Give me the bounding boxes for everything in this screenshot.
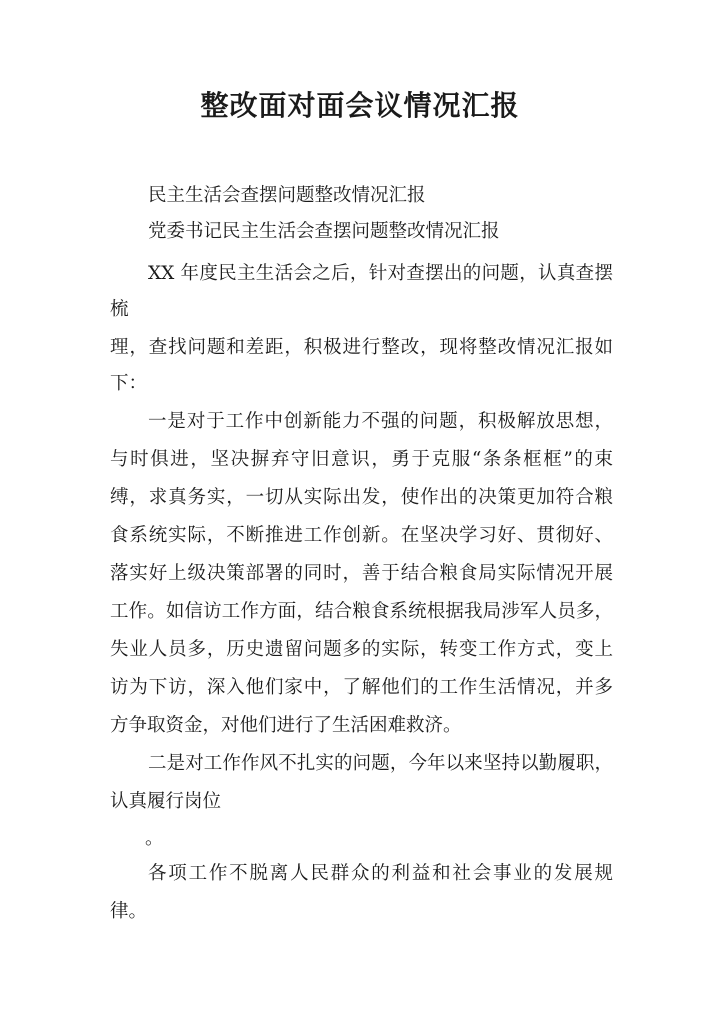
- text-line: 下：: [110, 373, 148, 394]
- text-line: 一是对于工作中创新能力不强的问题，积极解放思想，: [148, 411, 613, 432]
- text-line: 梳: [110, 299, 129, 320]
- text-line: 民主生活会查摆问题整改情况汇报: [148, 185, 426, 206]
- text-line: 与时俱进，坚决摒弃守旧意识，勇于克服“条条框框”的束: [110, 449, 613, 470]
- text-line: XX 年度民主生活会之后，针对查摆出的问题，认真查摆: [148, 263, 613, 284]
- text-line: 工作。如信访工作方面，结合粮食系统根据我局涉军人员多，: [110, 601, 613, 622]
- text-line: 认真履行岗位: [110, 791, 222, 812]
- text-line: 缚，求真务实，一切从实际出发，使作出的决策更加符合粮: [110, 487, 613, 508]
- text-line: 食系统实际，不断推进工作创新。在坚决学习好、贯彻好、: [110, 525, 613, 546]
- text-line: 二是对工作作风不扎实的问题，今年以来坚持以勤履职，: [148, 753, 613, 774]
- text-line: 访为下访，深入他们家中，了解他们的工作生活情况，并多: [110, 677, 613, 698]
- text-line: 落实好上级决策部署的同时，善于结合粮食局实际情况开展: [110, 563, 613, 584]
- text-line: 各项工作不脱离人民群众的利益和社会事业的发展规: [148, 863, 613, 884]
- text-line: 失业人员多，历史遗留问题多的实际，转变工作方式，变上: [110, 639, 613, 660]
- text-line: 方争取资金，对他们进行了生活困难救济。: [110, 715, 462, 736]
- text-line: 律。: [110, 901, 148, 922]
- text-line: 。: [145, 828, 164, 849]
- document-title: 整改面对面会议情况汇报: [200, 89, 520, 122]
- text-line: 理，查找问题和差距，积极进行整改，现将整改情况汇报如: [110, 337, 613, 358]
- text-line: 党委书记民主生活会查摆问题整改情况汇报: [148, 221, 500, 242]
